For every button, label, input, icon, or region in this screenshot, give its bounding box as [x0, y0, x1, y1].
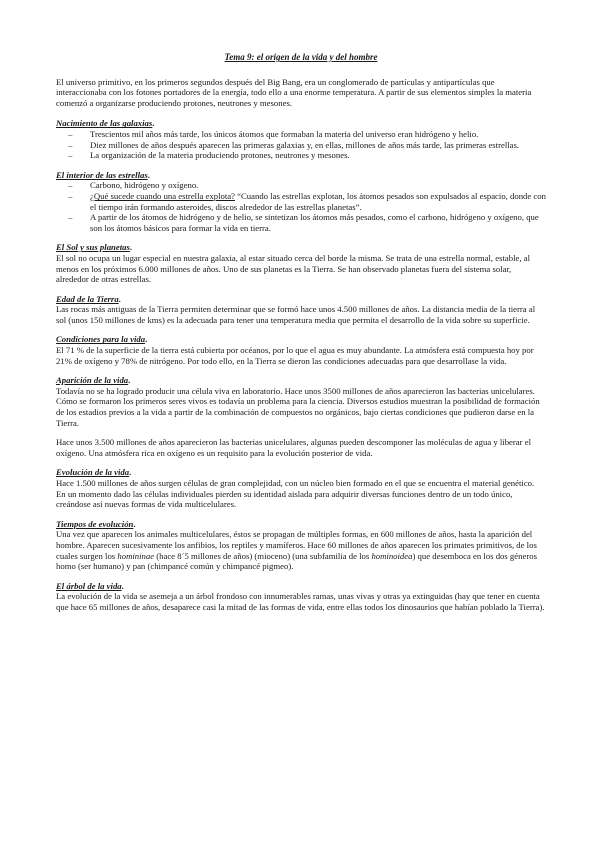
- list-item-text: “Cuando las estrellas explotan, los átomos pesados son expulsados al espacio, donde con el tiempo irán formando asteroides, discos alrededor de las estrellas planetas”.: [90, 190, 546, 212]
- section-heading: Evolución de la vida.: [56, 467, 132, 478]
- question-link[interactable]: ¿Qué sucede cuando una estrella explota?: [90, 190, 235, 201]
- list-item: – A partir de los átomos de hidrógeno y de helio, se sintetizan los átomos más pesados, como el carbono, hidrógeno y oxígeno, que son los átomos básicos para formar la vida en tierra.: [90, 212, 546, 233]
- bullet-list: [56, 180, 546, 233]
- list-item: – La organización de la materia produciendo protones, neutrones y mesones.: [90, 150, 546, 161]
- document-title: Tema 9: el origen de la vida y del hombre: [224, 52, 378, 62]
- section-heading: Aparición de la vida.: [56, 375, 131, 386]
- section-text: El sol no ocupa un lugar especial en nuestra galaxia, al estar situado cerca del borde la misma. Se trata de una estrella normal, estable, al menos en los próximos 6.000 millones de años. Uno de sus planetas es la Tierra. Se han observado planetas fuera del sistema solar, alrededor de otras estrellas.: [56, 252, 531, 285]
- section-condiciones-vida: [56, 334, 546, 366]
- section-evolucion-vida: [56, 467, 546, 509]
- section-text: Todavía no se ha logrado producir una célula viva en laboratorio. Hace unos 3500 millones de años aparecieron las bacterias unicelulares. Cómo se formaron los primeros seres vivos es todavía un problema para la ciencia. Diversos estudios muestran la posibilidad de formación de los estadios previos a la vida a partir de la combinación de compuestos no orgánicos, bajo ciertas condiciones que pudieron darse en la Tierra.: [56, 385, 540, 428]
- section-sol-planetas: [56, 242, 546, 284]
- italic-term: homininae: [117, 550, 155, 561]
- section-aparicion-vida: [56, 375, 546, 458]
- section-text: Hace 1.500 millones de años surgen células de gran complejidad, con un núcleo bien formado en el que se encuentra el material genético. En un momento dado las células individuales pierden su identidad aislada para adquirir diversas funciones dentro de un todo único, creándose así nuevas formas de vida multicelulares.: [56, 478, 535, 510]
- section-heading: Edad de la Tierra.: [56, 293, 121, 304]
- list-item: – Carbono, hidrógeno y oxígeno.: [90, 180, 546, 191]
- section-heading: El árbol de la vida.: [56, 580, 124, 591]
- list-item: [90, 191, 546, 212]
- intro-paragraph: El universo primitivo, en los primeros segundos después del Big Bang, era un conglomerado de partículas y antipartículas que interaccionaba con los fotones portadores de la energía, todo ello a una enorme temperatura. A partir de sus elementos simples la materia comenzó a organizarse produciendo protones, neutrones y mesones.: [56, 76, 532, 108]
- section-tiempos-evolucion: [56, 519, 546, 572]
- section-heading: Nacimiento de las galaxias.: [56, 118, 155, 129]
- bullet-list: [56, 129, 546, 161]
- section-heading: El Sol y sus planetas.: [56, 242, 133, 253]
- document-page: [56, 52, 546, 622]
- section-galaxias: [56, 118, 546, 160]
- section-text: Hace unos 3.500 millones de años aparecieron las bacterias unicelulares, algunas pueden descomponer las moléculas de agua y liberar el oxígeno. Una atmósfera rica en oxígeno es un requisito para la evolución posterior de vida.: [56, 437, 531, 458]
- section-interior-estrellas: [56, 170, 546, 234]
- section-heading: El interior de las estrellas.: [56, 169, 150, 180]
- list-item: – Trescientos mil años más tarde, los únicos átomos que formaban la materia del universo eran hidrógeno y helio.: [90, 129, 546, 140]
- section-heading: Condiciones para la vida.: [56, 334, 148, 345]
- section-text: Una vez que aparecen los animales multicelulares, éstos se propagan de múltiples formas, en 600 millones de años, hasta la aparición del hombre. Aparecen sucesivamente los anfibios, los reptiles y mamíferos. Hace 60 millones de años aparecen los primates primitivos, de los cuales surgen los homininae (hace 8´5 millones de años) (mioceno) (una subfamilia de los hominoidea) que desemboca en los dos géneros homo (ser humano) y pan (chimpancé común y chimpancé pigmeo).: [56, 529, 537, 572]
- section-text: Las rocas más antiguas de la Tierra permiten determinar que se formó hace unos 4.500 millones de años. La distancia media de la tierra al sol (unos 150 millones de kms) es la adecuada para tener una temperatura media que permita el desarrollo de la vida sobre su superficie.: [56, 304, 536, 325]
- section-heading: Tiempos de evolución.: [56, 518, 136, 529]
- section-arbol-vida: [56, 581, 546, 613]
- section-edad-tierra: [56, 294, 546, 326]
- list-item: – Diez millones de años después aparecen las primeras galaxias y, en ellas, millones de años más tarde, las primeras estrellas.: [90, 140, 546, 151]
- section-text: La evolución de la vida se asemeja a un árbol frondoso con innumerables ramas, unas vivas y otras ya extinguidas (hay que tener en cuenta que hace 65 millones de años, desaparece casi la mitad de las formas de vida, entre ellas todos los dinosaurios que habían poblado la Tierra).: [56, 591, 545, 612]
- italic-term: hominoidea: [371, 550, 413, 561]
- section-text: El 71 % de la superficie de la tierra está cubierta por océanos, por lo que el agua es muy abundante. La atmósfera está compuesta hoy por 21% de oxígeno y 78% de nitrógeno. Por todo ello, en la Tierra se dieron las condiciones adecuadas para que desarrollase la vida.: [56, 345, 534, 366]
